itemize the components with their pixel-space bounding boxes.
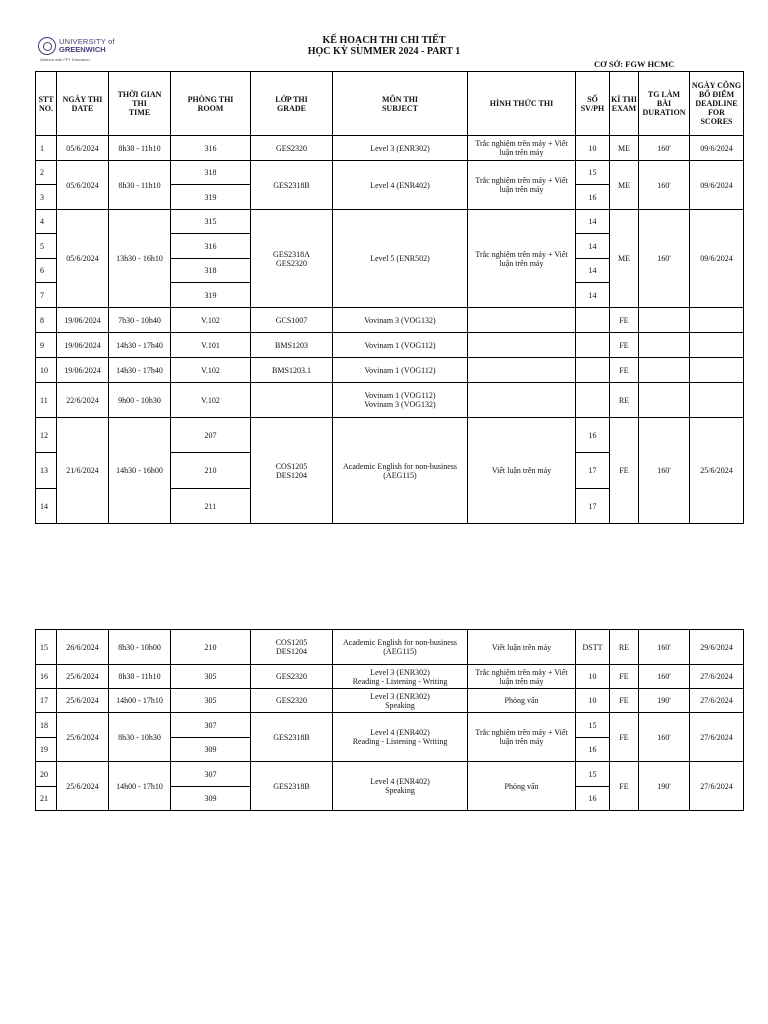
deadline-cell: 09/6/2024	[690, 161, 744, 210]
stt-cell: 18	[36, 713, 57, 738]
grade-cell	[251, 161, 333, 210]
room-cell: 307	[171, 762, 251, 787]
subject-cell-line: Reading - Listening - Writing	[352, 737, 448, 746]
format-cell	[468, 136, 576, 161]
grade-cell	[251, 383, 333, 418]
count-cell: 14	[576, 234, 610, 259]
col-header-date	[57, 72, 109, 136]
format-cell	[468, 630, 576, 665]
count-cell: 16	[576, 787, 610, 811]
stt-cell: 16	[36, 665, 57, 689]
subject-cell-line: Vovinam 1 (VOG112)	[364, 365, 436, 375]
grade-cell	[251, 713, 333, 762]
format-cell-line: Trắc nghiệm trên máy + Viết	[475, 139, 568, 148]
exam-cell: FE	[610, 762, 639, 811]
col-header-deadline	[690, 72, 744, 136]
grade-cell	[251, 689, 333, 713]
grade-cell-line: BMS1203.1	[272, 365, 311, 375]
count-cell: 14	[576, 210, 610, 234]
date-cell: 05/6/2024	[57, 210, 109, 308]
format-cell-line: luận trên máy	[499, 258, 544, 268]
format-cell-line: Trắc nghiệm trên máy + Viết	[475, 249, 568, 259]
grade-cell-line: COS1205	[275, 461, 308, 471]
subject-cell	[333, 689, 468, 713]
header-line: DEADLINE	[695, 99, 738, 108]
room-cell: 211	[171, 489, 251, 524]
header-line: PHÒNG THI	[187, 94, 234, 104]
col-header-time	[109, 72, 171, 136]
count-cell: 16	[576, 738, 610, 762]
count-cell	[576, 383, 610, 418]
header-line: LỚP THI	[275, 94, 308, 104]
room-cell: V.101	[171, 333, 251, 358]
exam-cell: ME	[610, 136, 639, 161]
room-cell: 309	[171, 787, 251, 811]
header-line: MÔN THI	[381, 94, 419, 104]
exam-cell: FE	[610, 308, 639, 333]
col-header-room	[171, 72, 251, 136]
time-cell: 8h30 - 11h10	[109, 136, 171, 161]
room-cell: 315	[171, 210, 251, 234]
duration-cell: 160'	[639, 418, 690, 524]
subject-cell-line: (AEG115)	[383, 647, 417, 656]
format-cell	[468, 665, 576, 689]
header-line: THI	[132, 99, 147, 108]
date-cell: 22/6/2024	[57, 383, 109, 418]
room-cell: 305	[171, 665, 251, 689]
duration-cell: 160'	[639, 713, 690, 762]
grade-cell-line: BMS1203	[275, 340, 308, 350]
table-row	[36, 308, 744, 333]
format-cell-line: luận trên máy	[499, 185, 544, 194]
count-cell	[576, 333, 610, 358]
col-header-exam	[610, 72, 639, 136]
count-cell	[576, 358, 610, 383]
duration-cell: 160'	[639, 210, 690, 308]
format-cell-line: Viết luận trên máy	[491, 466, 552, 475]
grade-cell	[251, 630, 333, 665]
page-title: KẾ HOẠCH THI CHI TIẾT	[322, 35, 446, 46]
col-header-format	[468, 72, 576, 136]
subject-cell-line: Speaking	[385, 700, 415, 710]
subject-cell-line: Level 4 (ENR402)	[370, 728, 430, 737]
table-row	[36, 418, 744, 453]
header-line: NGÀY CÔNG	[691, 81, 742, 90]
stt-cell: 10	[36, 358, 57, 383]
room-cell: 318	[171, 161, 251, 185]
subject-cell-line: Level 5 (ENR502)	[370, 254, 430, 263]
stt-cell: 1	[36, 136, 57, 161]
logo-line-1: UNIVERSITY of	[59, 37, 115, 46]
room-cell: 318	[171, 259, 251, 283]
count-cell: 16	[576, 418, 610, 453]
col-header-duration	[639, 72, 690, 136]
header-line: HÌNH THỨC THI	[489, 99, 554, 108]
count-cell: 17	[576, 453, 610, 489]
stt-cell: 13	[36, 453, 57, 489]
exam-cell: FE	[610, 665, 639, 689]
room-cell: 319	[171, 185, 251, 210]
stt-cell: 11	[36, 383, 57, 418]
exam-cell: FE	[610, 333, 639, 358]
exam-cell: ME	[610, 210, 639, 308]
table-row	[36, 333, 744, 358]
exam-cell: FE	[610, 713, 639, 762]
subject-cell-line: Level 4 (ENR402)	[370, 180, 430, 190]
grade-cell	[251, 358, 333, 383]
duration-cell: 190'	[639, 689, 690, 713]
format-cell	[468, 161, 576, 210]
date-cell: 26/6/2024	[57, 630, 109, 665]
header-line: DATE	[71, 103, 94, 113]
header-line: SV/PH	[580, 103, 605, 113]
header-line: GRADE	[277, 103, 306, 113]
count-cell: 10	[576, 689, 610, 713]
table-row	[36, 383, 744, 418]
header-line: TG LÀM BÀI	[647, 90, 681, 108]
duration-cell	[639, 308, 690, 333]
count-cell: 17	[576, 489, 610, 524]
stt-cell: 2	[36, 161, 57, 185]
format-cell	[468, 333, 576, 358]
exam-cell: FE	[610, 358, 639, 383]
deadline-cell: 27/6/2024	[690, 762, 744, 811]
duration-cell: 160'	[639, 665, 690, 689]
duration-cell	[639, 333, 690, 358]
count-cell: 14	[576, 283, 610, 308]
time-cell: 14h30 - 16h00	[109, 418, 171, 524]
header-line: NGÀY THI	[62, 94, 103, 104]
format-cell	[468, 308, 576, 333]
header-line: NO.	[39, 103, 53, 113]
deadline-cell	[690, 358, 744, 383]
room-cell: 210	[171, 630, 251, 665]
grade-cell	[251, 308, 333, 333]
grade-cell-line: GES2320	[275, 143, 308, 153]
format-cell	[468, 762, 576, 811]
count-cell: 14	[576, 259, 610, 283]
exam-schedule-table-part-1	[35, 71, 744, 524]
duration-cell: 190'	[639, 762, 690, 811]
subject-cell-line: Vovinam 3 (VOG132)	[364, 315, 436, 325]
count-cell: 16	[576, 185, 610, 210]
count-cell: 15	[576, 713, 610, 738]
date-cell: 21/6/2024	[57, 418, 109, 524]
deadline-cell	[690, 333, 744, 358]
grade-cell-line: GES2320	[275, 258, 308, 268]
campus-label: CƠ SỞ: FGW HCMC	[594, 59, 675, 69]
table-row	[36, 358, 744, 383]
format-cell-line: Trắc nghiệm trên máy + Viết	[475, 667, 568, 677]
subject-cell	[333, 630, 468, 665]
format-cell-line: Trắc nghiệm trên máy + Viết	[475, 728, 568, 737]
format-cell-line: Trắc nghiệm trên máy + Viết	[475, 176, 568, 185]
date-cell: 05/6/2024	[57, 161, 109, 210]
table-row	[36, 630, 744, 665]
header-line: ROOM	[197, 103, 224, 113]
count-cell: DSTT	[576, 630, 610, 665]
stt-cell: 20	[36, 762, 57, 787]
table-row	[36, 161, 744, 185]
grade-cell	[251, 762, 333, 811]
subject-cell-line: Speaking	[385, 786, 415, 795]
table-row	[36, 713, 744, 738]
format-cell-line: Phỏng vấn	[504, 781, 539, 791]
page-subtitle: HỌC KỲ SUMMER 2024 - PART 1	[307, 46, 461, 57]
count-cell	[576, 308, 610, 333]
stt-cell: 21	[36, 787, 57, 811]
header-line: TIME	[128, 108, 151, 117]
format-cell-line: luận trên máy	[499, 676, 544, 686]
duration-cell	[639, 358, 690, 383]
room-cell: 307	[171, 713, 251, 738]
time-cell: 13h30 - 16h10	[109, 210, 171, 308]
subject-cell-line: Vovinam 1 (VOG112)	[364, 340, 436, 350]
header-line: THỜI GIAN	[117, 90, 162, 99]
stt-cell: 7	[36, 283, 57, 308]
header-line: SCORES	[700, 117, 733, 126]
grade-cell-line: GES2320	[275, 696, 308, 705]
date-cell: 25/6/2024	[57, 713, 109, 762]
subject-cell-line: (AEG115)	[383, 470, 417, 480]
col-header-stt	[36, 72, 57, 136]
duration-cell: 160'	[639, 136, 690, 161]
stt-cell: 8	[36, 308, 57, 333]
room-cell: 309	[171, 738, 251, 762]
format-cell-line: luận trên máy	[499, 737, 544, 746]
format-cell	[468, 418, 576, 524]
subject-cell	[333, 358, 468, 383]
exam-schedule-table-part-2	[35, 629, 744, 811]
subject-cell-line: Academic English for non-business	[343, 461, 457, 471]
time-cell: 9h00 - 10h30	[109, 383, 171, 418]
header-line: SỐ	[587, 94, 598, 104]
format-cell-line: Phỏng vấn	[504, 696, 539, 705]
subject-cell-line: Level 3 (ENR302)	[370, 691, 430, 701]
subject-cell-line: Vovinam 3 (VOG132)	[364, 400, 436, 409]
grade-cell	[251, 418, 333, 524]
logo-line-2: GREENWICH	[59, 45, 106, 54]
room-cell: 305	[171, 689, 251, 713]
grade-cell-line: GES2318B	[273, 732, 310, 742]
format-cell	[468, 713, 576, 762]
exam-cell: FE	[610, 418, 639, 524]
col-header-subject	[333, 72, 468, 136]
time-cell: 8h30 - 10h00	[109, 630, 171, 665]
table-row	[36, 689, 744, 713]
exam-cell: RE	[610, 630, 639, 665]
table-row	[36, 136, 744, 161]
deadline-cell: 27/6/2024	[690, 689, 744, 713]
date-cell: 19/06/2024	[57, 333, 109, 358]
grade-cell-line: GCS1007	[275, 315, 308, 325]
stt-cell: 15	[36, 630, 57, 665]
stt-cell: 5	[36, 234, 57, 259]
subject-cell	[333, 161, 468, 210]
subject-cell	[333, 308, 468, 333]
room-cell: 316	[171, 136, 251, 161]
room-cell: V.102	[171, 308, 251, 333]
deadline-cell	[690, 308, 744, 333]
deadline-cell: 09/6/2024	[690, 136, 744, 161]
stt-cell: 17	[36, 689, 57, 713]
header-line: STT	[38, 94, 54, 104]
room-cell: V.102	[171, 358, 251, 383]
header-line: SUBJECT	[381, 103, 418, 113]
col-header-count	[576, 72, 610, 136]
room-cell: 316	[171, 234, 251, 259]
time-cell: 8h30 - 10h30	[109, 713, 171, 762]
time-cell: 14h00 - 17h10	[109, 762, 171, 811]
deadline-cell	[690, 383, 744, 418]
logo-line-3: Alliance with FPT Education	[40, 57, 90, 62]
subject-cell	[333, 333, 468, 358]
exam-cell: RE	[610, 383, 639, 418]
duration-cell: 160'	[639, 630, 690, 665]
deadline-cell: 25/6/2024	[690, 418, 744, 524]
time-cell: 7h30 - 10h40	[109, 308, 171, 333]
stt-cell: 4	[36, 210, 57, 234]
date-cell: 25/6/2024	[57, 762, 109, 811]
grade-cell-line: GES2318B	[273, 781, 310, 791]
subject-cell-line: Vovinam 1 (VOG112)	[364, 391, 436, 400]
grade-cell-line: DES1204	[275, 647, 308, 656]
format-cell-line: Viết luận trên máy	[491, 642, 552, 652]
table-header-row	[36, 72, 744, 136]
date-cell: 19/06/2024	[57, 358, 109, 383]
grade-cell	[251, 136, 333, 161]
header-line: EXAM	[611, 103, 637, 113]
deadline-cell: 27/6/2024	[690, 713, 744, 762]
subject-cell-line: Level 3 (ENR302)	[370, 667, 430, 677]
subject-cell-line: Reading - Listening - Writing	[352, 676, 448, 686]
room-cell: V.102	[171, 383, 251, 418]
subject-cell	[333, 418, 468, 524]
exam-cell: ME	[610, 161, 639, 210]
grade-cell-line: COS1205	[275, 638, 308, 647]
header-line: FOR	[708, 108, 725, 117]
stt-cell: 19	[36, 738, 57, 762]
subject-cell	[333, 210, 468, 308]
table-row	[36, 665, 744, 689]
deadline-cell: 29/6/2024	[690, 630, 744, 665]
subject-cell	[333, 665, 468, 689]
header-line: BỐ ĐIỂM	[698, 90, 735, 99]
header-line: KÌ THI	[611, 94, 637, 104]
col-header-grade	[251, 72, 333, 136]
count-cell: 15	[576, 161, 610, 185]
subject-cell-line: Level 3 (ENR302)	[370, 143, 430, 153]
stt-cell: 12	[36, 418, 57, 453]
subject-cell	[333, 383, 468, 418]
grade-cell	[251, 665, 333, 689]
time-cell: 14h30 - 17h40	[109, 333, 171, 358]
duration-cell	[639, 383, 690, 418]
grade-cell-line: GES2318A	[273, 249, 310, 259]
stt-cell: 6	[36, 259, 57, 283]
date-cell: 05/6/2024	[57, 136, 109, 161]
room-cell: 210	[171, 453, 251, 489]
time-cell: 14h00 - 17h10	[109, 689, 171, 713]
date-cell: 25/6/2024	[57, 689, 109, 713]
table-row	[36, 210, 744, 234]
table-row	[36, 762, 744, 787]
count-cell: 10	[576, 136, 610, 161]
date-cell: 25/6/2024	[57, 665, 109, 689]
deadline-cell: 27/6/2024	[690, 665, 744, 689]
time-cell: 8h30 - 11h10	[109, 665, 171, 689]
subject-cell-line: Level 4 (ENR402)	[370, 777, 430, 786]
date-cell: 19/06/2024	[57, 308, 109, 333]
subject-cell	[333, 136, 468, 161]
room-cell: 319	[171, 283, 251, 308]
duration-cell: 160'	[639, 161, 690, 210]
count-cell: 15	[576, 762, 610, 787]
grade-cell	[251, 210, 333, 308]
format-cell	[468, 210, 576, 308]
grade-cell	[251, 333, 333, 358]
subject-cell	[333, 713, 468, 762]
exam-cell: FE	[610, 689, 639, 713]
format-cell	[468, 358, 576, 383]
subject-cell	[333, 762, 468, 811]
grade-cell-line: GES2320	[275, 672, 308, 681]
time-cell: 8h30 - 11h10	[109, 161, 171, 210]
header-line: DURATION	[642, 108, 686, 117]
subject-cell-line: Academic English for non-business	[343, 638, 457, 647]
grade-cell-line: GES2318B	[273, 180, 310, 190]
stt-cell: 3	[36, 185, 57, 210]
stt-cell: 9	[36, 333, 57, 358]
grade-cell-line: DES1204	[275, 470, 308, 480]
format-cell	[468, 689, 576, 713]
format-cell-line: luận trên máy	[499, 148, 544, 157]
time-cell: 14h30 - 17h40	[109, 358, 171, 383]
stt-cell: 14	[36, 489, 57, 524]
room-cell: 207	[171, 418, 251, 453]
format-cell	[468, 383, 576, 418]
count-cell: 10	[576, 665, 610, 689]
deadline-cell: 09/6/2024	[690, 210, 744, 308]
